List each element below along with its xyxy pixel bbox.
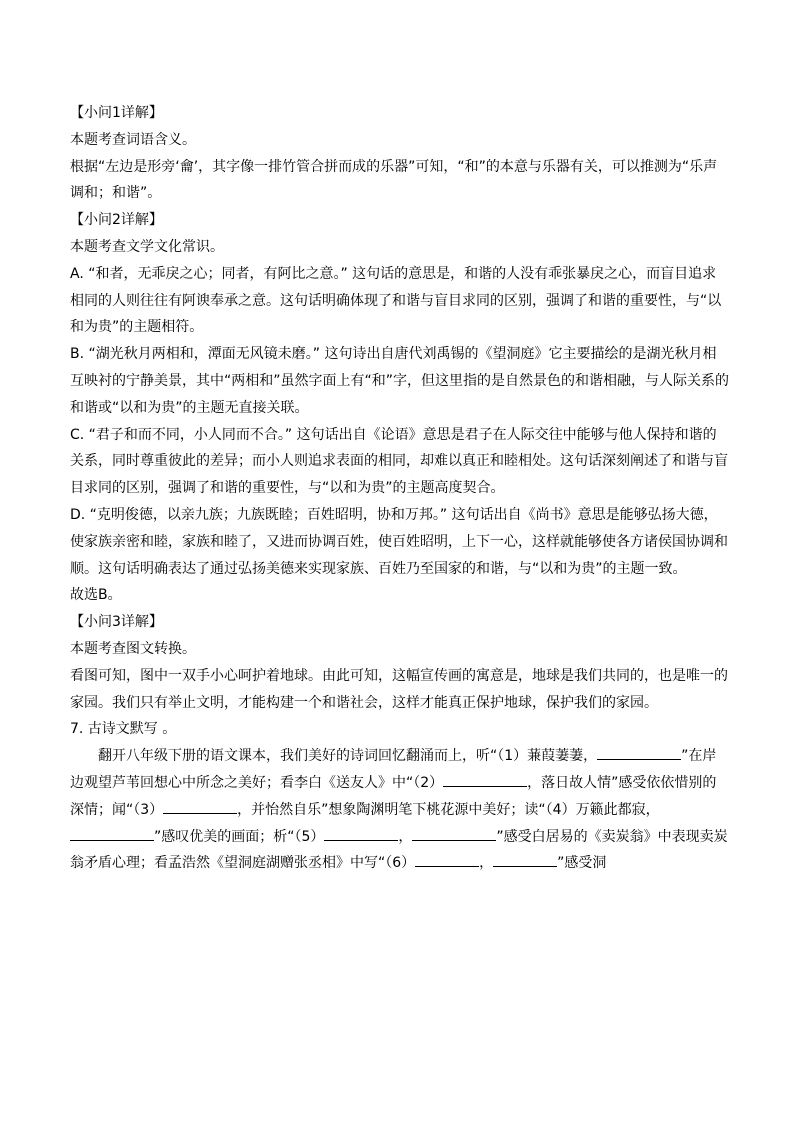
q7-passage [70, 743, 730, 877]
q7-seg-2: ”在岸边观望芦苇回想心中所念之美好；看李白《送友人》中“（2） [70, 748, 717, 791]
blank-1[interactable] [597, 745, 681, 760]
blank-4[interactable] [70, 826, 154, 841]
blank-5b[interactable] [412, 826, 496, 841]
blank-6a[interactable] [415, 852, 479, 867]
q7-seg-3: ，落日故人情”感受依依惜别的深情；闻“（3） [70, 774, 717, 818]
blank-5a[interactable] [324, 826, 398, 841]
q7-title: 7. 古诗文默写 。 [70, 721, 177, 738]
q7-seg-5: ”感叹优美的画面；析“（5） [154, 828, 325, 845]
q2-heading: 【小问2详解】 [70, 212, 163, 229]
q3-topic: 本题考查图文转换。 [70, 640, 196, 657]
blank-3[interactable] [163, 799, 237, 814]
q3-heading: 【小问3详解】 [70, 614, 163, 631]
q7-seg-6: ， [398, 828, 413, 845]
q1-heading: 【小问1详解】 [70, 105, 163, 121]
q2-topic: 本题考查文学文化常识。 [70, 238, 224, 255]
q7-seg-1: 翻开八年级下册的语文课本，我们美好的诗词回忆翻涌而上，听“（1）蒹葭萋萋， [98, 748, 598, 765]
q2-option-b: B. “湖光秋月两相和，潭面无风镜未磨。” 这句诗出自唐代刘禹锡的《望洞庭》它主要描绘的是湖光秋月相互映衬的宁静美景，其中“两相和”虽然字面上有“和”字，但这里指的是自然景色的和谐相融，与人际关系的和谐或“以和为贵”的主题无直接关联。 [70, 346, 730, 416]
q1-body: 根据“左边是形旁‘龠’，其字像一排竹管合拼而成的乐器”可知，“和”的本意与乐器有关，可以推测为“乐声调和；和谐”。 [70, 158, 718, 202]
q2-option-d: D. “克明俊德，以亲九族；九族既睦；百姓昭明，协和万邦。” 这句话出自《尚书》意思是能够弘扬大德，使家族亲密和睦，家族和睦了，又进而协调百姓，使百姓昭明，上下一心，这样就能够使各方诸侯国协调和顺。这句话明确表达了通过弘扬美德来实现家族、百姓乃至国家的和谐，与“以和为贵”的主题一致。 [70, 506, 728, 577]
q2-option-a: A. “和者，无乖戾之心；同者，有阿比之意。” 这句话的意思是，和谐的人没有乖张暴戾之心，而盲目追求相同的人则往往有阿谀奉承之意。这句话明确体现了和谐与盲目求同的区别，强调了和谐的重要性，与“以和为贵”的主题相符。 [70, 265, 722, 336]
q3-body: 看图可知，图中一双手小心呵护着地球。由此可知，这幅宣传画的寓意是，地球是我们共同的，也是唯一的家园。我们只有举止文明，才能构建一个和谐社会，这样才能真正保护地球，保护我们的家园。 [70, 667, 728, 711]
q1-topic: 本题考查词语含义。 [70, 131, 196, 148]
q7-seg-9: ”感受洞 [557, 855, 607, 872]
q7-seg-4: ，并怡然自乐”想象陶渊明笔下桃花源中美好；读“（4）万籁此都寂， [237, 801, 660, 818]
blank-6b[interactable] [493, 852, 557, 867]
q7-seg-8: ， [479, 855, 494, 872]
q2-answer: 故选B。 [70, 587, 122, 604]
q7-seg-7: ”感受白居易的《卖炭翁》中表现卖炭翁矛盾心理；看孟浩然《望洞庭湖赠张丞相》中写“（6） [70, 828, 728, 872]
blank-2[interactable] [443, 772, 527, 787]
q2-option-c: C. “君子和而不同，小人同而不合。” 这句话出自《论语》意思是君子在人际交往中能够与他人保持和谐的关系，同时尊重彼此的差异；而小人则追求表面的相同，却难以真正和睦相处。这句话深刻阐述了和谐与盲目求同的区别，强调了和谐的重要性，与“以和为贵”的主题高度契合。 [70, 426, 728, 497]
document-page [70, 100, 730, 877]
